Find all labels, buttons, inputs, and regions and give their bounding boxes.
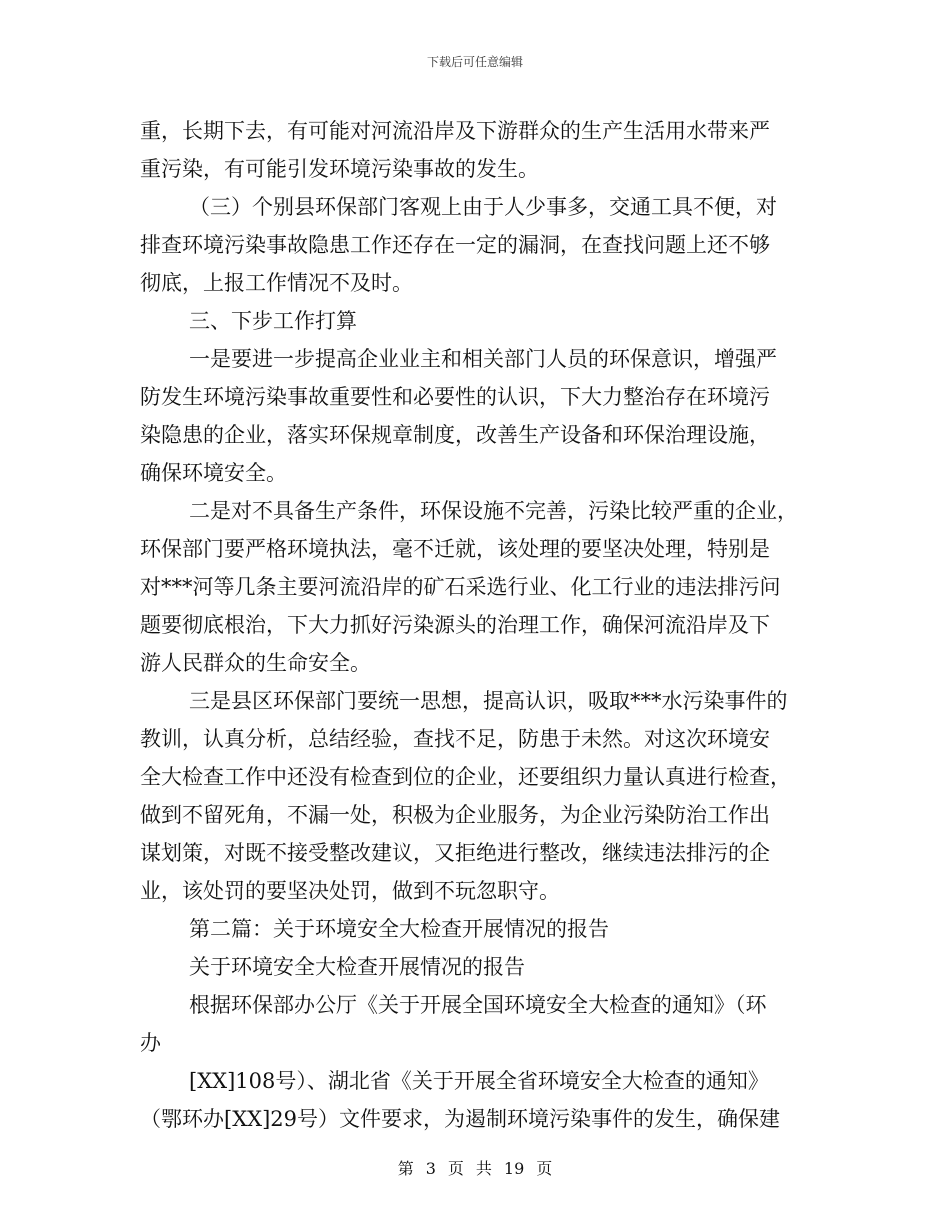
- text-line: 防发生环境污染事故重要性和必要性的认识，下大力整治存在环境污: [140, 385, 770, 409]
- text-line: 重污染，有可能引发环境污染事故的发生。: [140, 157, 539, 181]
- text-line: 彻底，上报工作情况不及时。: [140, 271, 413, 295]
- text-line: 染隐患的企业，落实环保规章制度，改善生产设备和环保治理设施，: [140, 423, 770, 447]
- text-line: 题要彻底根治，下大力抓好污染源头的治理工作，确保河流沿岸及下: [140, 613, 770, 637]
- text-line: 三是县区环保部门要统一思想，提高认识，吸取***水污染事件的: [189, 689, 788, 713]
- section-heading: 第二篇：关于环境安全大检查开展情况的报告: [189, 917, 609, 941]
- text-line: 游人民群众的生命安全。: [140, 651, 371, 675]
- text-line: 根据环保部办公厅《关于开展全国环境安全大检查的通知》（环: [189, 993, 767, 1017]
- footer-ye: 页: [447, 1159, 464, 1178]
- text-line: 一是要进一步提高企业业主和相关部门人员的环保意识，增强严: [189, 347, 777, 371]
- page-number: 3: [425, 1159, 436, 1178]
- page-header-note: 下载后可任意编辑: [426, 55, 523, 69]
- text-line: 全大检查工作中还没有检查到位的企业，还要组织力量认真进行检查，: [140, 765, 791, 789]
- text-line: 办: [140, 1031, 161, 1055]
- text-line: 环保部门要严格环境执法，毫不迁就，该处理的要坚决处理，特别是: [140, 537, 770, 561]
- footer-ye2: 页: [536, 1159, 553, 1178]
- page-footer: [0, 1156, 950, 1179]
- text-line: 确保环境安全。: [140, 461, 287, 485]
- text-line: （鄂环办[XX]29号）文件要求，为遏制环境污染事件的发生，确保建: [140, 1107, 781, 1131]
- text-line: 二是对不具备生产条件，环保设施不完善，污染比较严重的企业，: [189, 499, 798, 523]
- section-heading: 三、下步工作打算: [189, 309, 357, 333]
- text-line: 业，该处罚的要坚决处罚，做到不玩忽职守。: [140, 879, 560, 903]
- footer-di: 第: [397, 1159, 414, 1178]
- text-line: 对***河等几条主要河流沿岸的矿石采选行业、化工行业的违法排污问: [140, 575, 781, 599]
- text-line: 谋划策，对既不接受整改建议，又拒绝进行整改，继续违法排污的企: [140, 841, 770, 865]
- text-line: （三）个别县环保部门客观上由于人少事多，交通工具不便，对: [189, 195, 777, 219]
- text-line: 做到不留死角，不漏一处，积极为企业服务，为企业污染防治工作出: [140, 803, 770, 827]
- text-line: 排查环境污染事故隐患工作还存在一定的漏洞，在查找问题上还不够: [140, 233, 770, 257]
- report-title: 关于环境安全大检查开展情况的报告: [189, 955, 525, 979]
- total-pages: 19: [503, 1159, 525, 1178]
- text-line: 教训，认真分析，总结经验，查找不足，防患于未然。对这次环境安: [140, 727, 770, 751]
- text-line: [XX]108号）、湖北省《关于开展全省环境安全大检查的通知》: [189, 1069, 769, 1093]
- footer-gong: 共: [475, 1159, 492, 1178]
- text-line: 重，长期下去，有可能对河流沿岸及下游群众的生产生活用水带来严: [140, 119, 770, 143]
